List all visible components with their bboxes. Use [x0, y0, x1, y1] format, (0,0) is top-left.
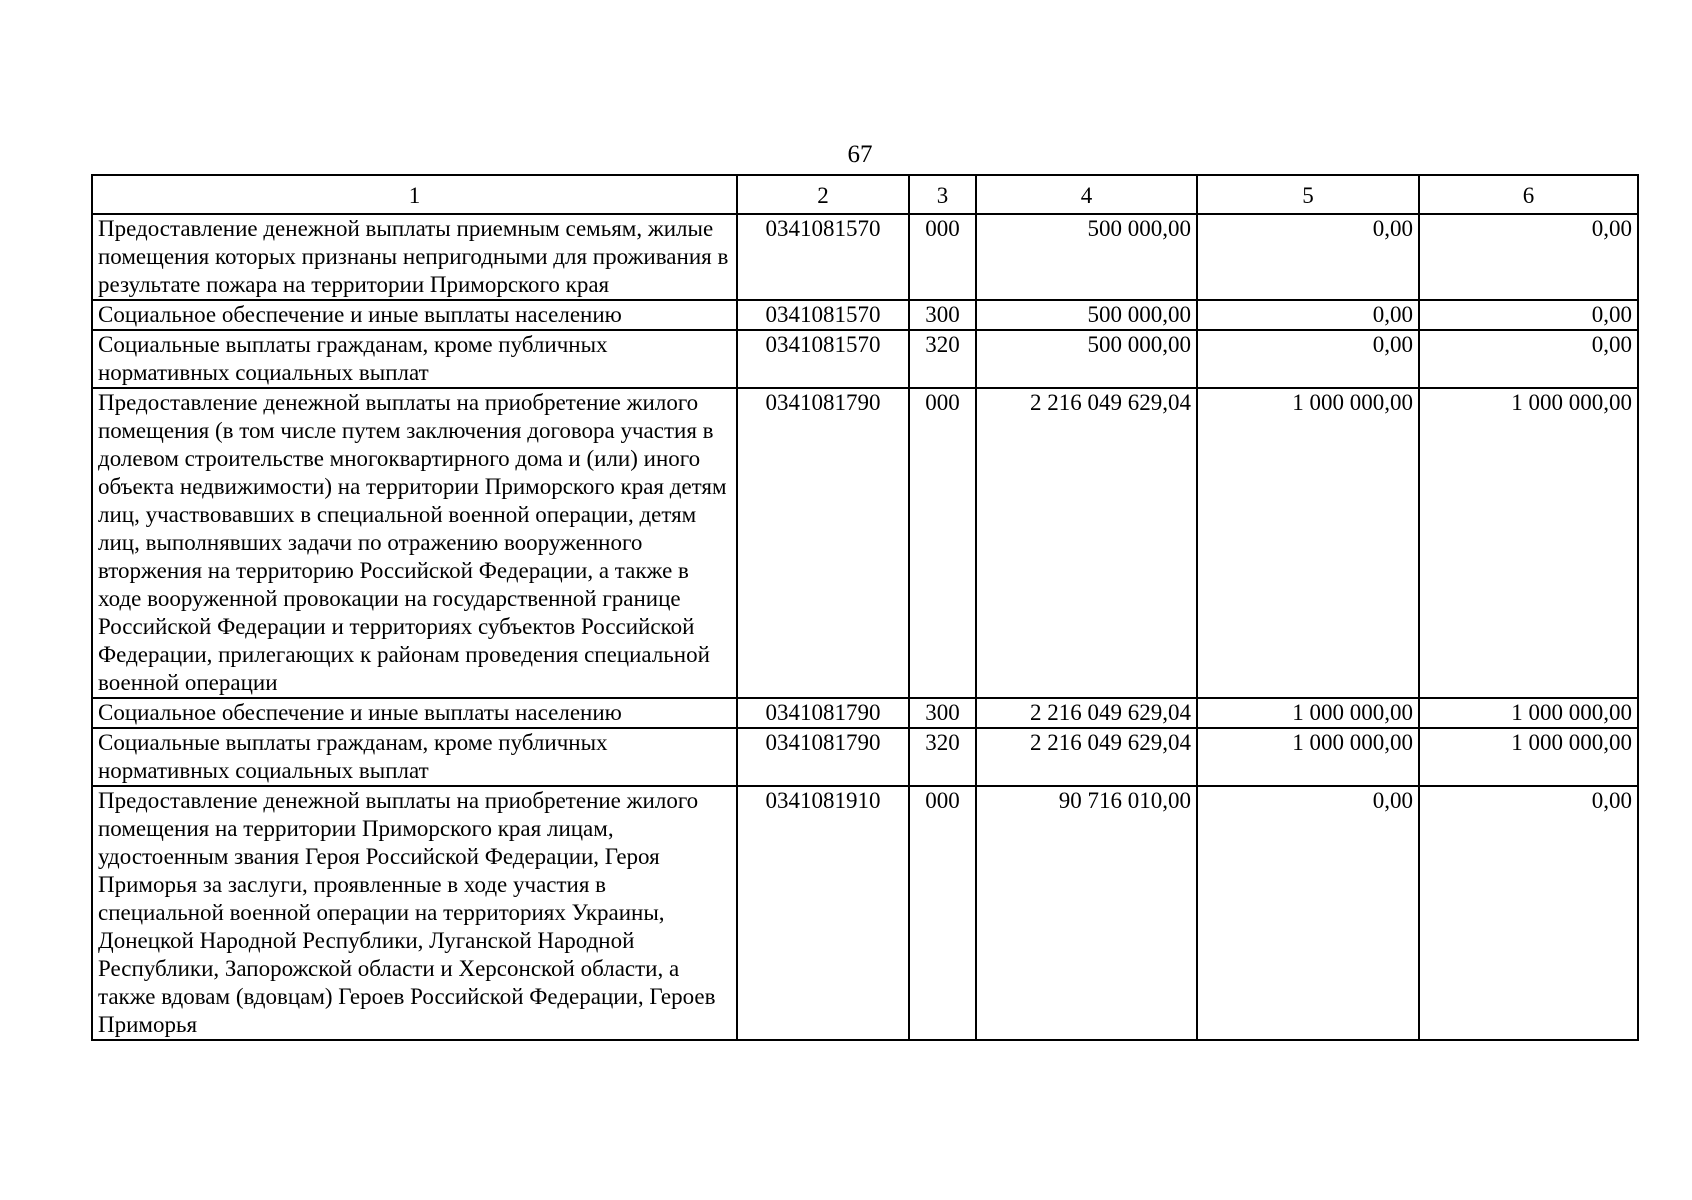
- row-amount-col6: 0,00: [1419, 786, 1638, 1040]
- row-amount-col6: 1 000 000,00: [1419, 698, 1638, 728]
- row-target-code: 0341081790: [737, 698, 909, 728]
- budget-table: [91, 174, 1639, 1041]
- row-amount-col5: 0,00: [1197, 214, 1419, 300]
- row-name: Социальные выплаты гражданам, кроме публичных нормативных социальных выплат: [92, 330, 737, 388]
- column-header-1: 1: [92, 175, 737, 214]
- row-name: Социальные выплаты гражданам, кроме публичных нормативных социальных выплат: [92, 728, 737, 786]
- row-name: Социальное обеспечение и иные выплаты населению: [92, 300, 737, 330]
- header-row: [92, 175, 1638, 214]
- row-amount-col6: 0,00: [1419, 300, 1638, 330]
- column-header-3: 3: [909, 175, 976, 214]
- column-header-4: 4: [976, 175, 1197, 214]
- row-expense-type: 300: [909, 698, 976, 728]
- row-expense-type: 300: [909, 300, 976, 330]
- row-amount-col6: 0,00: [1419, 214, 1638, 300]
- row-expense-type: 000: [909, 786, 976, 1040]
- row-amount-col4: 500 000,00: [976, 214, 1197, 300]
- row-amount-col5: 0,00: [1197, 300, 1419, 330]
- table-row: [92, 214, 1638, 300]
- row-name: Предоставление денежной выплаты приемным семьям, жилые помещения которых признаны непригодными для проживания в результате пожара на территории Приморского края: [92, 214, 737, 300]
- row-amount-col4: 2 216 049 629,04: [976, 388, 1197, 698]
- table-row: [92, 786, 1638, 1040]
- row-name: Социальное обеспечение и иные выплаты населению: [92, 698, 737, 728]
- table-row: [92, 388, 1638, 698]
- row-amount-col6: 0,00: [1419, 330, 1638, 388]
- row-amount-col4: 500 000,00: [976, 300, 1197, 330]
- row-amount-col5: 1 000 000,00: [1197, 388, 1419, 698]
- row-expense-type: 320: [909, 728, 976, 786]
- row-amount-col5: 0,00: [1197, 330, 1419, 388]
- table-row: [92, 330, 1638, 388]
- row-name: Предоставление денежной выплаты на приобретение жилого помещения (в том числе путем заключения договора участия в долевом строительстве многоквартирного дома и (или) иного объекта недвижимости) на территории Приморского края детям лиц, участвовавших в специальной военной операции, детям лиц, выполнявших задачи по отражению вооруженного вторжения на территорию Российской Федерации, а также в ходе вооруженной провокации на государственной границе Российской Федерации и территориях субъектов Российской Федерации, прилегающих к районам проведения специальной военной операции: [92, 388, 737, 698]
- table-row: [92, 698, 1638, 728]
- row-name: Предоставление денежной выплаты на приобретение жилого помещения на территории Приморского края лицам, удостоенным звания Героя Российской Федерации, Героя Приморья за заслуги, проявленные в ходе участия в специальной военной операции на территориях Украины, Донецкой Народной Республики, Луганской Народной Республики, Запорожской области и Херсонской области, а также вдовам (вдовцам) Героев Российской Федерации, Героев Приморья: [92, 786, 737, 1040]
- row-amount-col5: 0,00: [1197, 786, 1419, 1040]
- row-target-code: 0341081790: [737, 728, 909, 786]
- row-amount-col4: 2 216 049 629,04: [976, 698, 1197, 728]
- table-row: [92, 300, 1638, 330]
- row-amount-col5: 1 000 000,00: [1197, 698, 1419, 728]
- row-target-code: 0341081570: [737, 214, 909, 300]
- row-amount-col4: 500 000,00: [976, 330, 1197, 388]
- row-expense-type: 320: [909, 330, 976, 388]
- row-target-code: 0341081570: [737, 330, 909, 388]
- row-amount-col4: 2 216 049 629,04: [976, 728, 1197, 786]
- column-header-5: 5: [1197, 175, 1419, 214]
- row-target-code: 0341081570: [737, 300, 909, 330]
- table-row: [92, 728, 1638, 786]
- page-number: 67: [847, 141, 873, 168]
- row-target-code: 0341081910: [737, 786, 909, 1040]
- row-amount-col6: 1 000 000,00: [1419, 728, 1638, 786]
- column-header-6: 6: [1419, 175, 1638, 214]
- row-amount-col6: 1 000 000,00: [1419, 388, 1638, 698]
- column-header-2: 2: [737, 175, 909, 214]
- row-amount-col5: 1 000 000,00: [1197, 728, 1419, 786]
- row-expense-type: 000: [909, 388, 976, 698]
- row-target-code: 0341081790: [737, 388, 909, 698]
- row-amount-col4: 90 716 010,00: [976, 786, 1197, 1040]
- row-expense-type: 000: [909, 214, 976, 300]
